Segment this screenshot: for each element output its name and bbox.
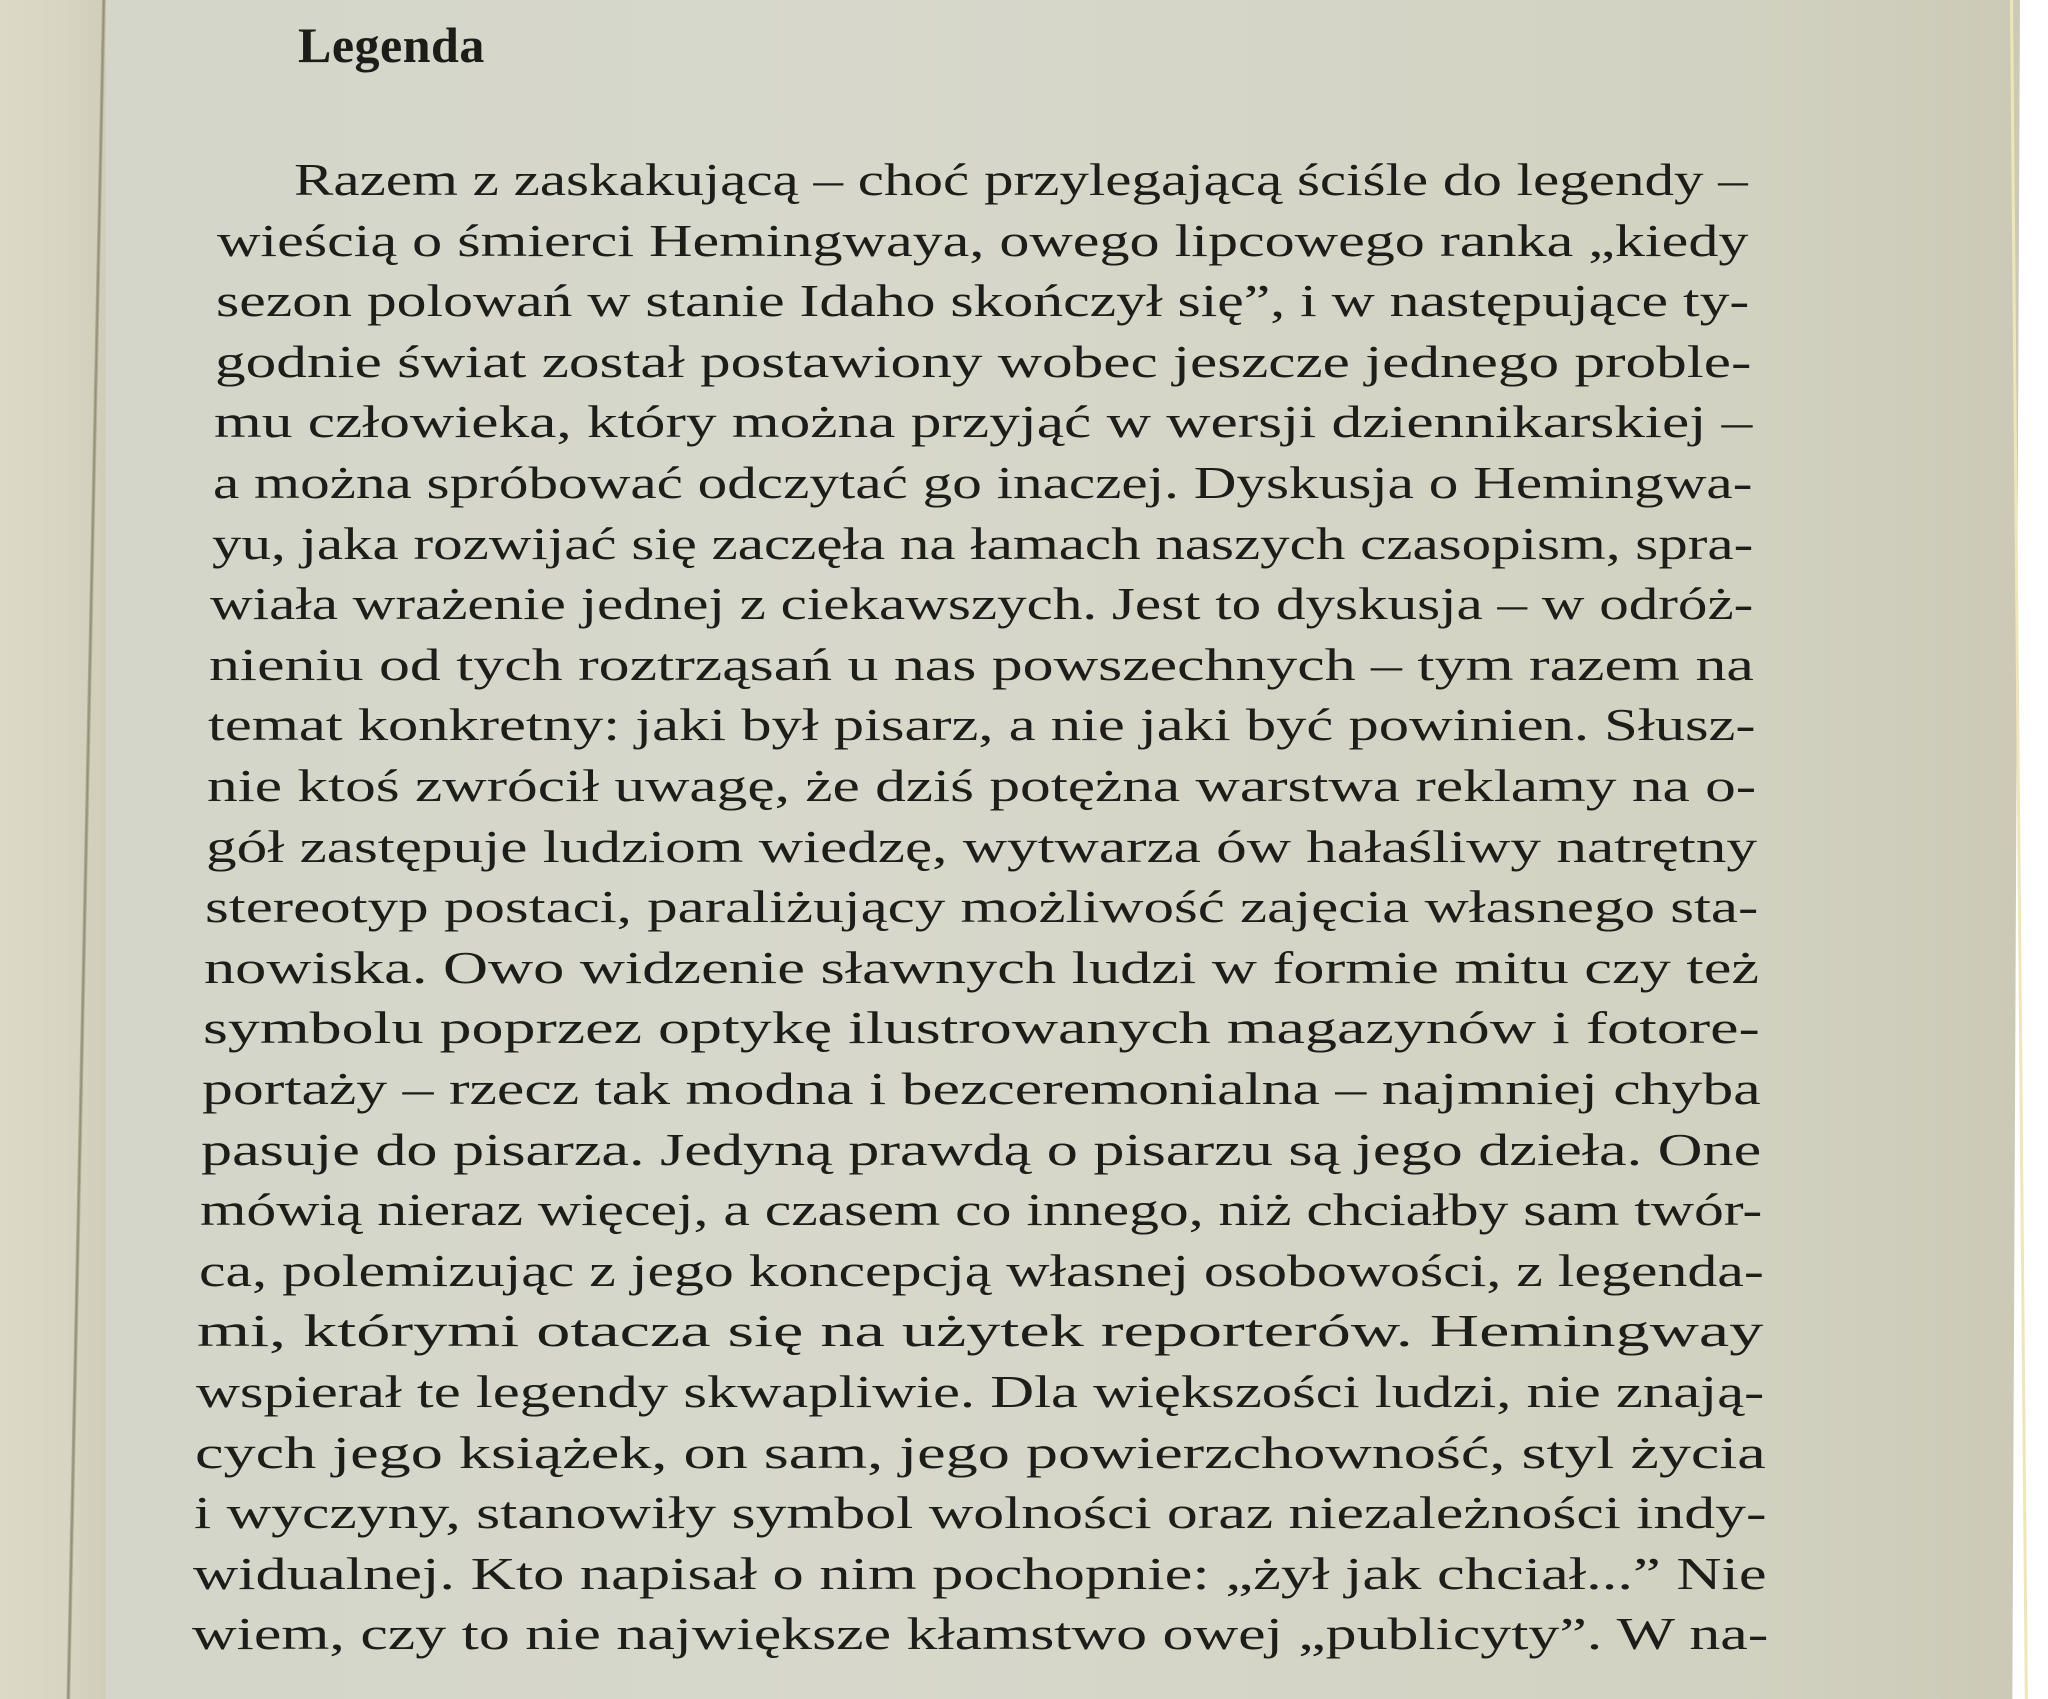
text-line: widualnej. Kto napisał o nim pochopnie: „żył jak chciał...” Nie: [193, 1547, 1767, 1599]
text-line: Razem z zaskakującą – choć przylegającą ściśle do legendy –: [294, 154, 1748, 205]
text-line: gół zastępuje ludziom wiedzę, wytwarza ów hałaśliwy natrętny: [206, 820, 1758, 872]
text-line: wspierał te legendy skwapliwie. Dla większości ludzi, nie znają-: [196, 1366, 1765, 1417]
text-line: mi, którymi otacza się na użytek reporterów. Hemingway: [197, 1305, 1764, 1357]
text-line: portaży – rzecz tak modna i bezceremonialna – najmniej chyba: [201, 1063, 1761, 1114]
text-line: temat konkretny: jaki był pisarz, a nie jaki być powinien. Słusz-: [208, 699, 1756, 751]
text-line: mu człowieka, który można przyjąć w wersji dziennikarskiej –: [213, 396, 1752, 448]
text-line: i wyczyny, stanowiły symbol wolności oraz niezależności indy-: [194, 1487, 1767, 1539]
text-line: nowiska. Owo widzenie sławnych ludzi w formie mitu czy też: [203, 941, 1759, 993]
text-line: wiała wrażenie jednej z ciekawszych. Jest to dyskusja – w odróż-: [210, 578, 1754, 630]
text-line: stereotyp postaci, paraliżujący możliwość zajęcia własnego sta-: [205, 881, 1759, 933]
text-line: nie ktoś zwrócił uwagę, że dziś potężna warstwa reklamy na o-: [207, 760, 1757, 811]
text-line: pasuje do pisarza. Jedyną prawdą o pisarzu są jego dzieła. One: [200, 1123, 1761, 1175]
text-line: wieścią o śmierci Hemingwaya, owego lipcowego ranka „kiedy: [216, 214, 1749, 266]
text-line: godnie świat został postawiony wobec jeszcze jednego proble-: [214, 335, 1752, 387]
text-line: sezon polowań w stanie Idaho skończył się”, i w następujące ty-: [215, 275, 1750, 327]
text-line: ca, polemizując z jego koncepcją własnej osobowości, z legenda-: [198, 1244, 1764, 1296]
text-line: wiem, czy to nie największe kłamstwo owej „publicyty”. W na-: [192, 1608, 1769, 1660]
text-line: cych jego książek, on sam, jego powierzchowność, styl życia: [195, 1426, 1767, 1478]
text-line: a można spróbować odczytać go inaczej. Dyskusja o Hemingwa-: [212, 457, 1752, 508]
text-line: yu, jaka rozwijać się zaczęła na łamach naszych czasopism, spra-: [211, 517, 1753, 569]
section-heading: Legenda: [298, 17, 485, 73]
text-line: symbolu poprzez optykę ilustrowanych magazynów i fotore-: [202, 1002, 1760, 1054]
text-line: mówią nieraz więcej, a czasem co innego, niż chciałby sam twór-: [199, 1184, 1762, 1236]
text-line: nieniu od tych roztrząsań u nas powszechnych – tym razem na: [209, 638, 1755, 690]
